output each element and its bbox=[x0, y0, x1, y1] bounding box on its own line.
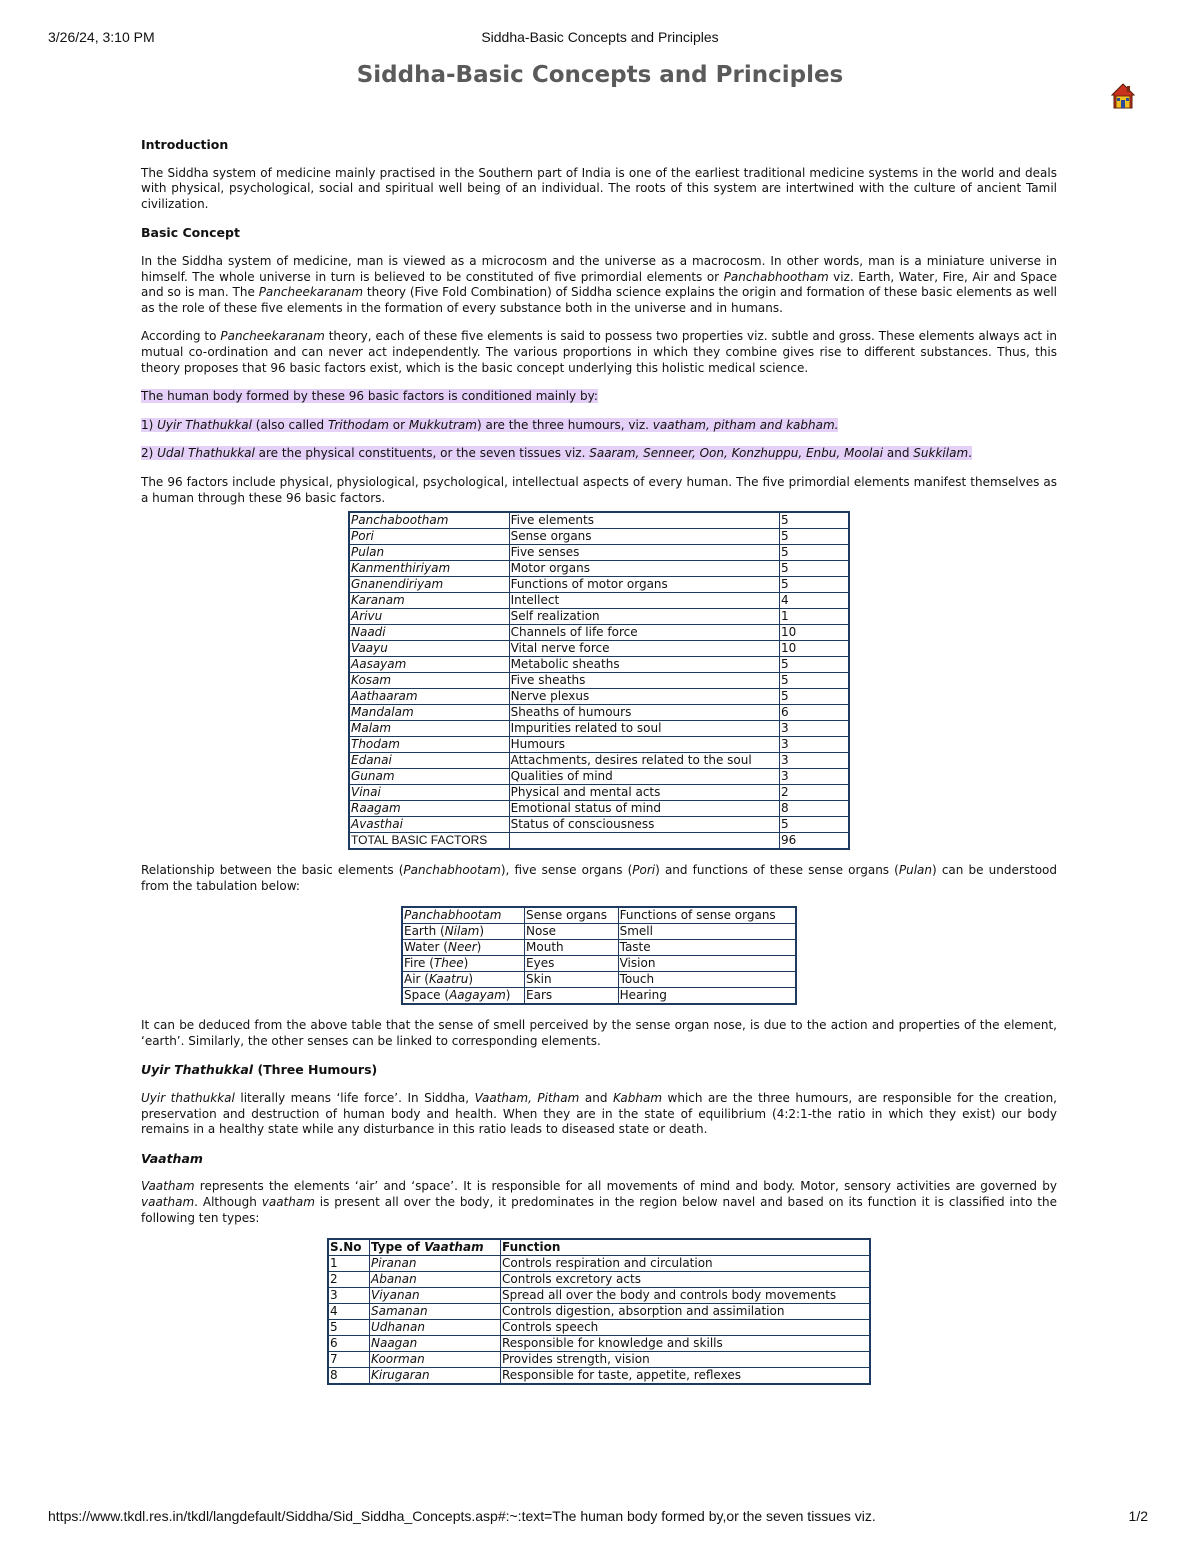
header-sense-organs: Sense organs bbox=[525, 907, 619, 924]
factor-count: 5 bbox=[780, 545, 849, 561]
factor-count: 4 bbox=[780, 593, 849, 609]
vaatham-type-cell: Viyanan bbox=[370, 1288, 501, 1304]
factor-meaning: Impurities related to soul bbox=[509, 721, 779, 737]
factor-meaning: Five senses bbox=[509, 545, 779, 561]
table-row bbox=[349, 529, 849, 545]
table-row bbox=[349, 673, 849, 689]
serial-no-cell: 5 bbox=[328, 1320, 370, 1336]
sense-organs-table bbox=[401, 906, 797, 1005]
sense-organ-cell: Mouth bbox=[525, 940, 619, 956]
factor-meaning: Nerve plexus bbox=[509, 689, 779, 705]
factors-paragraph: The 96 factors include physical, physiological, psychological, intellectual aspects of every human. The five primordial elements manifest themselves as a human through these 96 basic factors. bbox=[141, 474, 1057, 505]
factor-count: 5 bbox=[780, 689, 849, 705]
factor-count: 5 bbox=[780, 817, 849, 833]
table-row bbox=[349, 577, 849, 593]
factor-tamil-name: Panchabootham bbox=[349, 512, 509, 529]
header-serial-no: S.No bbox=[328, 1239, 370, 1256]
factor-meaning: Five elements bbox=[509, 512, 779, 529]
sense-organ-cell: Skin bbox=[525, 972, 619, 988]
vaatham-function-cell: Controls digestion, absorption and assimilation bbox=[501, 1304, 871, 1320]
intro-paragraph: The Siddha system of medicine mainly practised in the Southern part of India is one of the earliest traditional medicine systems in the world and deals with physical, psychological, social and spiritual well being of an individual. The roots of this system are intertwined with the culture of ancient Tamil civilization. bbox=[141, 165, 1057, 211]
print-doc-title: Siddha-Basic Concepts and Principles bbox=[481, 29, 719, 45]
table-row bbox=[328, 1288, 870, 1304]
vaatham-type-cell: Kirugaran bbox=[370, 1368, 501, 1385]
table-row bbox=[349, 561, 849, 577]
sense-organ-cell: Eyes bbox=[525, 956, 619, 972]
vaatham-function-cell: Controls excretory acts bbox=[501, 1272, 871, 1288]
factor-count: 3 bbox=[780, 753, 849, 769]
table-row bbox=[328, 1320, 870, 1336]
header-type: Type of Vaatham bbox=[370, 1239, 501, 1256]
total-value: 96 bbox=[780, 833, 849, 850]
table-row bbox=[349, 593, 849, 609]
highlighted-uyir-thathukkal: 1) Uyir Thathukkal (also called Trithodam or Mukkutram) are the three humours, viz. vaatham, pitham and kabham. bbox=[141, 417, 839, 432]
factor-count: 10 bbox=[780, 641, 849, 657]
sense-function-cell: Taste bbox=[618, 940, 796, 956]
article-content bbox=[141, 137, 1057, 1398]
factor-count: 5 bbox=[780, 577, 849, 593]
vaatham-type-cell: Naagan bbox=[370, 1336, 501, 1352]
vaatham-type-cell: Koorman bbox=[370, 1352, 501, 1368]
factor-meaning: Humours bbox=[509, 737, 779, 753]
factor-meaning: Physical and mental acts bbox=[509, 785, 779, 801]
factor-count: 3 bbox=[780, 721, 849, 737]
factor-tamil-name: Avasthai bbox=[349, 817, 509, 833]
factor-tamil-name: Raagam bbox=[349, 801, 509, 817]
table-row bbox=[402, 988, 796, 1005]
factor-count: 5 bbox=[780, 673, 849, 689]
table-row bbox=[349, 689, 849, 705]
table-header-row bbox=[328, 1239, 870, 1256]
factor-tamil-name: Vaayu bbox=[349, 641, 509, 657]
table-row bbox=[349, 545, 849, 561]
factor-tamil-name: Edanai bbox=[349, 753, 509, 769]
table-row bbox=[328, 1256, 870, 1272]
serial-no-cell: 8 bbox=[328, 1368, 370, 1385]
vaatham-function-cell: Responsible for taste, appetite, reflexes bbox=[501, 1368, 871, 1385]
table-row bbox=[328, 1352, 870, 1368]
sense-organ-cell: Nose bbox=[525, 924, 619, 940]
element-cell: Air (Kaatru) bbox=[402, 972, 525, 988]
serial-no-cell: 3 bbox=[328, 1288, 370, 1304]
factor-meaning: Intellect bbox=[509, 593, 779, 609]
print-url: https://www.tkdl.res.in/tkdl/langdefault/Siddha/Sid_Siddha_Concepts.asp#:~:text=The human body formed by,or the seven tissues viz. bbox=[48, 1508, 876, 1524]
factor-count: 5 bbox=[780, 657, 849, 673]
vaatham-function-cell: Spread all over the body and controls body movements bbox=[501, 1288, 871, 1304]
table-header-row bbox=[402, 907, 796, 924]
basic-concept-paragraph-1: In the Siddha system of medicine, man is viewed as a microcosm and the universe as a macrocosm. In other words, man is a miniature universe in himself. The whole universe in turn is believed to be constituted of five primordial elements or Panchabhootham viz. Earth, Water, Fire, Air and Space and so is man. The Pancheekaranam theory (Five Fold Combination) of Siddha science explains the origin and formation of these basic elements as well as the role of these five elements in the formation of every substance both in the universe and in humans. bbox=[141, 253, 1058, 315]
header-function: Function bbox=[501, 1239, 871, 1256]
factor-meaning: Vital nerve force bbox=[509, 641, 779, 657]
factor-tamil-name: Aathaaram bbox=[349, 689, 509, 705]
print-datetime: 3/26/24, 3:10 PM bbox=[48, 29, 155, 45]
sense-function-cell: Smell bbox=[618, 924, 796, 940]
home-icon[interactable] bbox=[1111, 83, 1135, 109]
relationship-paragraph: Relationship between the basic elements (Panchabhootam), five sense organs (Pori) and functions of these sense organs (Pulan) can be understood from the tabulation below: bbox=[141, 863, 1058, 893]
factor-meaning: Motor organs bbox=[509, 561, 779, 577]
sense-function-cell: Hearing bbox=[618, 988, 796, 1005]
element-cell: Space (Aagayam) bbox=[402, 988, 525, 1005]
basic-factors-table bbox=[348, 511, 850, 850]
factor-meaning: Emotional status of mind bbox=[509, 801, 779, 817]
factor-count: 5 bbox=[780, 529, 849, 545]
vaatham-paragraph: Vaatham represents the elements ‘air’ and ‘space’. It is responsible for all movements of mind and body. Motor, sensory activities are governed by vaatham. Although vaatham is present all over the body, it predominates in the region below navel and based on its function it is classified into the following ten types: bbox=[141, 1179, 1057, 1225]
vaatham-function-cell: Controls respiration and circulation bbox=[501, 1256, 871, 1272]
highlighted-udal-thathukkal: 2) Udal Thathukkal are the physical constituents, or the seven tissues viz. Saaram, Senneer, Oon, Konzhuppu, Enbu, Moolai and Sukkilam. bbox=[141, 446, 972, 461]
vaatham-function-cell: Provides strength, vision bbox=[501, 1352, 871, 1368]
table-row bbox=[349, 705, 849, 721]
basic-concept-heading: Basic Concept bbox=[141, 225, 240, 241]
table-total-row bbox=[349, 833, 849, 850]
serial-no-cell: 4 bbox=[328, 1304, 370, 1320]
factor-tamil-name: Mandalam bbox=[349, 705, 509, 721]
table-row bbox=[349, 737, 849, 753]
factor-tamil-name: Pori bbox=[349, 529, 509, 545]
factor-tamil-name: Kosam bbox=[349, 673, 509, 689]
header-panchabhootam: Panchabhootam bbox=[402, 907, 525, 924]
vaatham-type-cell: Piranan bbox=[370, 1256, 501, 1272]
factor-meaning: Channels of life force bbox=[509, 625, 779, 641]
factor-tamil-name: Pulan bbox=[349, 545, 509, 561]
serial-no-cell: 1 bbox=[328, 1256, 370, 1272]
print-page-number: 1/2 bbox=[1128, 1508, 1148, 1524]
factor-tamil-name: Malam bbox=[349, 721, 509, 737]
table-row bbox=[349, 512, 849, 529]
table-row bbox=[349, 609, 849, 625]
deduced-paragraph: It can be deduced from the above table that the sense of smell perceived by the sense organ nose, is due to the action and properties of the element, ‘earth’. Similarly, the other senses can be linked to corresponding elements. bbox=[141, 1018, 1057, 1048]
highlighted-conditioned-by: The human body formed by these 96 basic factors is conditioned mainly by: bbox=[141, 389, 598, 404]
intro-heading: Introduction bbox=[141, 137, 229, 152]
factor-tamil-name: Karanam bbox=[349, 593, 509, 609]
factor-count: 10 bbox=[780, 625, 849, 641]
header-functions: Functions of sense organs bbox=[618, 907, 796, 924]
factor-count: 3 bbox=[780, 769, 849, 785]
table-row bbox=[349, 785, 849, 801]
factor-count: 6 bbox=[780, 705, 849, 721]
factor-meaning: Sense organs bbox=[509, 529, 779, 545]
total-label: TOTAL BASIC FACTORS bbox=[349, 833, 509, 850]
table-row bbox=[349, 817, 849, 833]
factor-count: 8 bbox=[780, 801, 849, 817]
factor-meaning: Self realization bbox=[509, 609, 779, 625]
factor-count: 1 bbox=[780, 609, 849, 625]
factor-meaning: Qualities of mind bbox=[509, 769, 779, 785]
factor-meaning: Status of consciousness bbox=[509, 817, 779, 833]
sense-function-cell: Vision bbox=[618, 956, 796, 972]
table-row bbox=[328, 1336, 870, 1352]
serial-no-cell: 2 bbox=[328, 1272, 370, 1288]
table-row bbox=[328, 1304, 870, 1320]
table-row bbox=[349, 657, 849, 673]
factor-meaning: Sheaths of humours bbox=[509, 705, 779, 721]
table-row bbox=[349, 769, 849, 785]
vaatham-function-cell: Controls speech bbox=[501, 1320, 871, 1336]
basic-concept-paragraph-2: According to Pancheekaranam theory, each of these five elements is said to possess two properties viz. subtle and gross. These elements always act in mutual co-ordination and can never act independently. The various proportions in which they combine gives rise to different substances. Thus, this theory proposes that 96 basic factors exist, which is the basic concept underlying this holistic medical science. bbox=[141, 329, 1058, 375]
uyir-thathukkal-paragraph: Uyir thathukkal literally means ‘life force’. In Siddha, Vaatham, Pitham and Kabham which are the three humours, are responsible for the creation, preservation and destruction of human body and health. When they are in the state of equilibrium (4:2:1-the ratio in which they exist) our body remains in a healthy state while any disturbance in this ratio leads to diseased state or death. bbox=[141, 1091, 1057, 1137]
factor-tamil-name: Naadi bbox=[349, 625, 509, 641]
element-cell: Water (Neer) bbox=[402, 940, 525, 956]
table-row bbox=[349, 721, 849, 737]
vaatham-type-cell: Samanan bbox=[370, 1304, 501, 1320]
total-empty-cell bbox=[509, 833, 779, 850]
table-row bbox=[349, 753, 849, 769]
factor-count: 3 bbox=[780, 737, 849, 753]
sense-function-cell: Touch bbox=[618, 972, 796, 988]
serial-no-cell: 6 bbox=[328, 1336, 370, 1352]
factor-count: 2 bbox=[780, 785, 849, 801]
factor-tamil-name: Aasayam bbox=[349, 657, 509, 673]
table-row bbox=[349, 801, 849, 817]
uyir-thathukkal-heading: Uyir Thathukkal (Three Humours) bbox=[141, 1062, 378, 1078]
vaatham-heading: Vaatham bbox=[141, 1150, 203, 1166]
factor-count: 5 bbox=[780, 561, 849, 577]
factor-count: 5 bbox=[780, 512, 849, 529]
table-row bbox=[328, 1272, 870, 1288]
serial-no-cell: 7 bbox=[328, 1352, 370, 1368]
factor-meaning: Attachments, desires related to the soul bbox=[509, 753, 779, 769]
vaatham-types-table bbox=[327, 1238, 871, 1385]
table-row bbox=[402, 924, 796, 940]
factor-tamil-name: Gunam bbox=[349, 769, 509, 785]
vaatham-type-cell: Udhanan bbox=[370, 1320, 501, 1336]
factor-tamil-name: Vinai bbox=[349, 785, 509, 801]
table-row bbox=[402, 972, 796, 988]
table-row bbox=[402, 940, 796, 956]
table-row bbox=[402, 956, 796, 972]
table-row bbox=[349, 641, 849, 657]
factor-tamil-name: Arivu bbox=[349, 609, 509, 625]
page-title: Siddha-Basic Concepts and Principles bbox=[356, 62, 844, 88]
factor-tamil-name: Kanmenthiriyam bbox=[349, 561, 509, 577]
vaatham-function-cell: Responsible for knowledge and skills bbox=[501, 1336, 871, 1352]
table-row bbox=[349, 625, 849, 641]
element-cell: Fire (Thee) bbox=[402, 956, 525, 972]
sense-organ-cell: Ears bbox=[525, 988, 619, 1005]
table-row bbox=[328, 1368, 870, 1385]
vaatham-type-cell: Abanan bbox=[370, 1272, 501, 1288]
factor-meaning: Metabolic sheaths bbox=[509, 657, 779, 673]
factor-tamil-name: Gnanendiriyam bbox=[349, 577, 509, 593]
factor-meaning: Five sheaths bbox=[509, 673, 779, 689]
element-cell: Earth (Nilam) bbox=[402, 924, 525, 940]
factor-tamil-name: Thodam bbox=[349, 737, 509, 753]
factor-meaning: Functions of motor organs bbox=[509, 577, 779, 593]
